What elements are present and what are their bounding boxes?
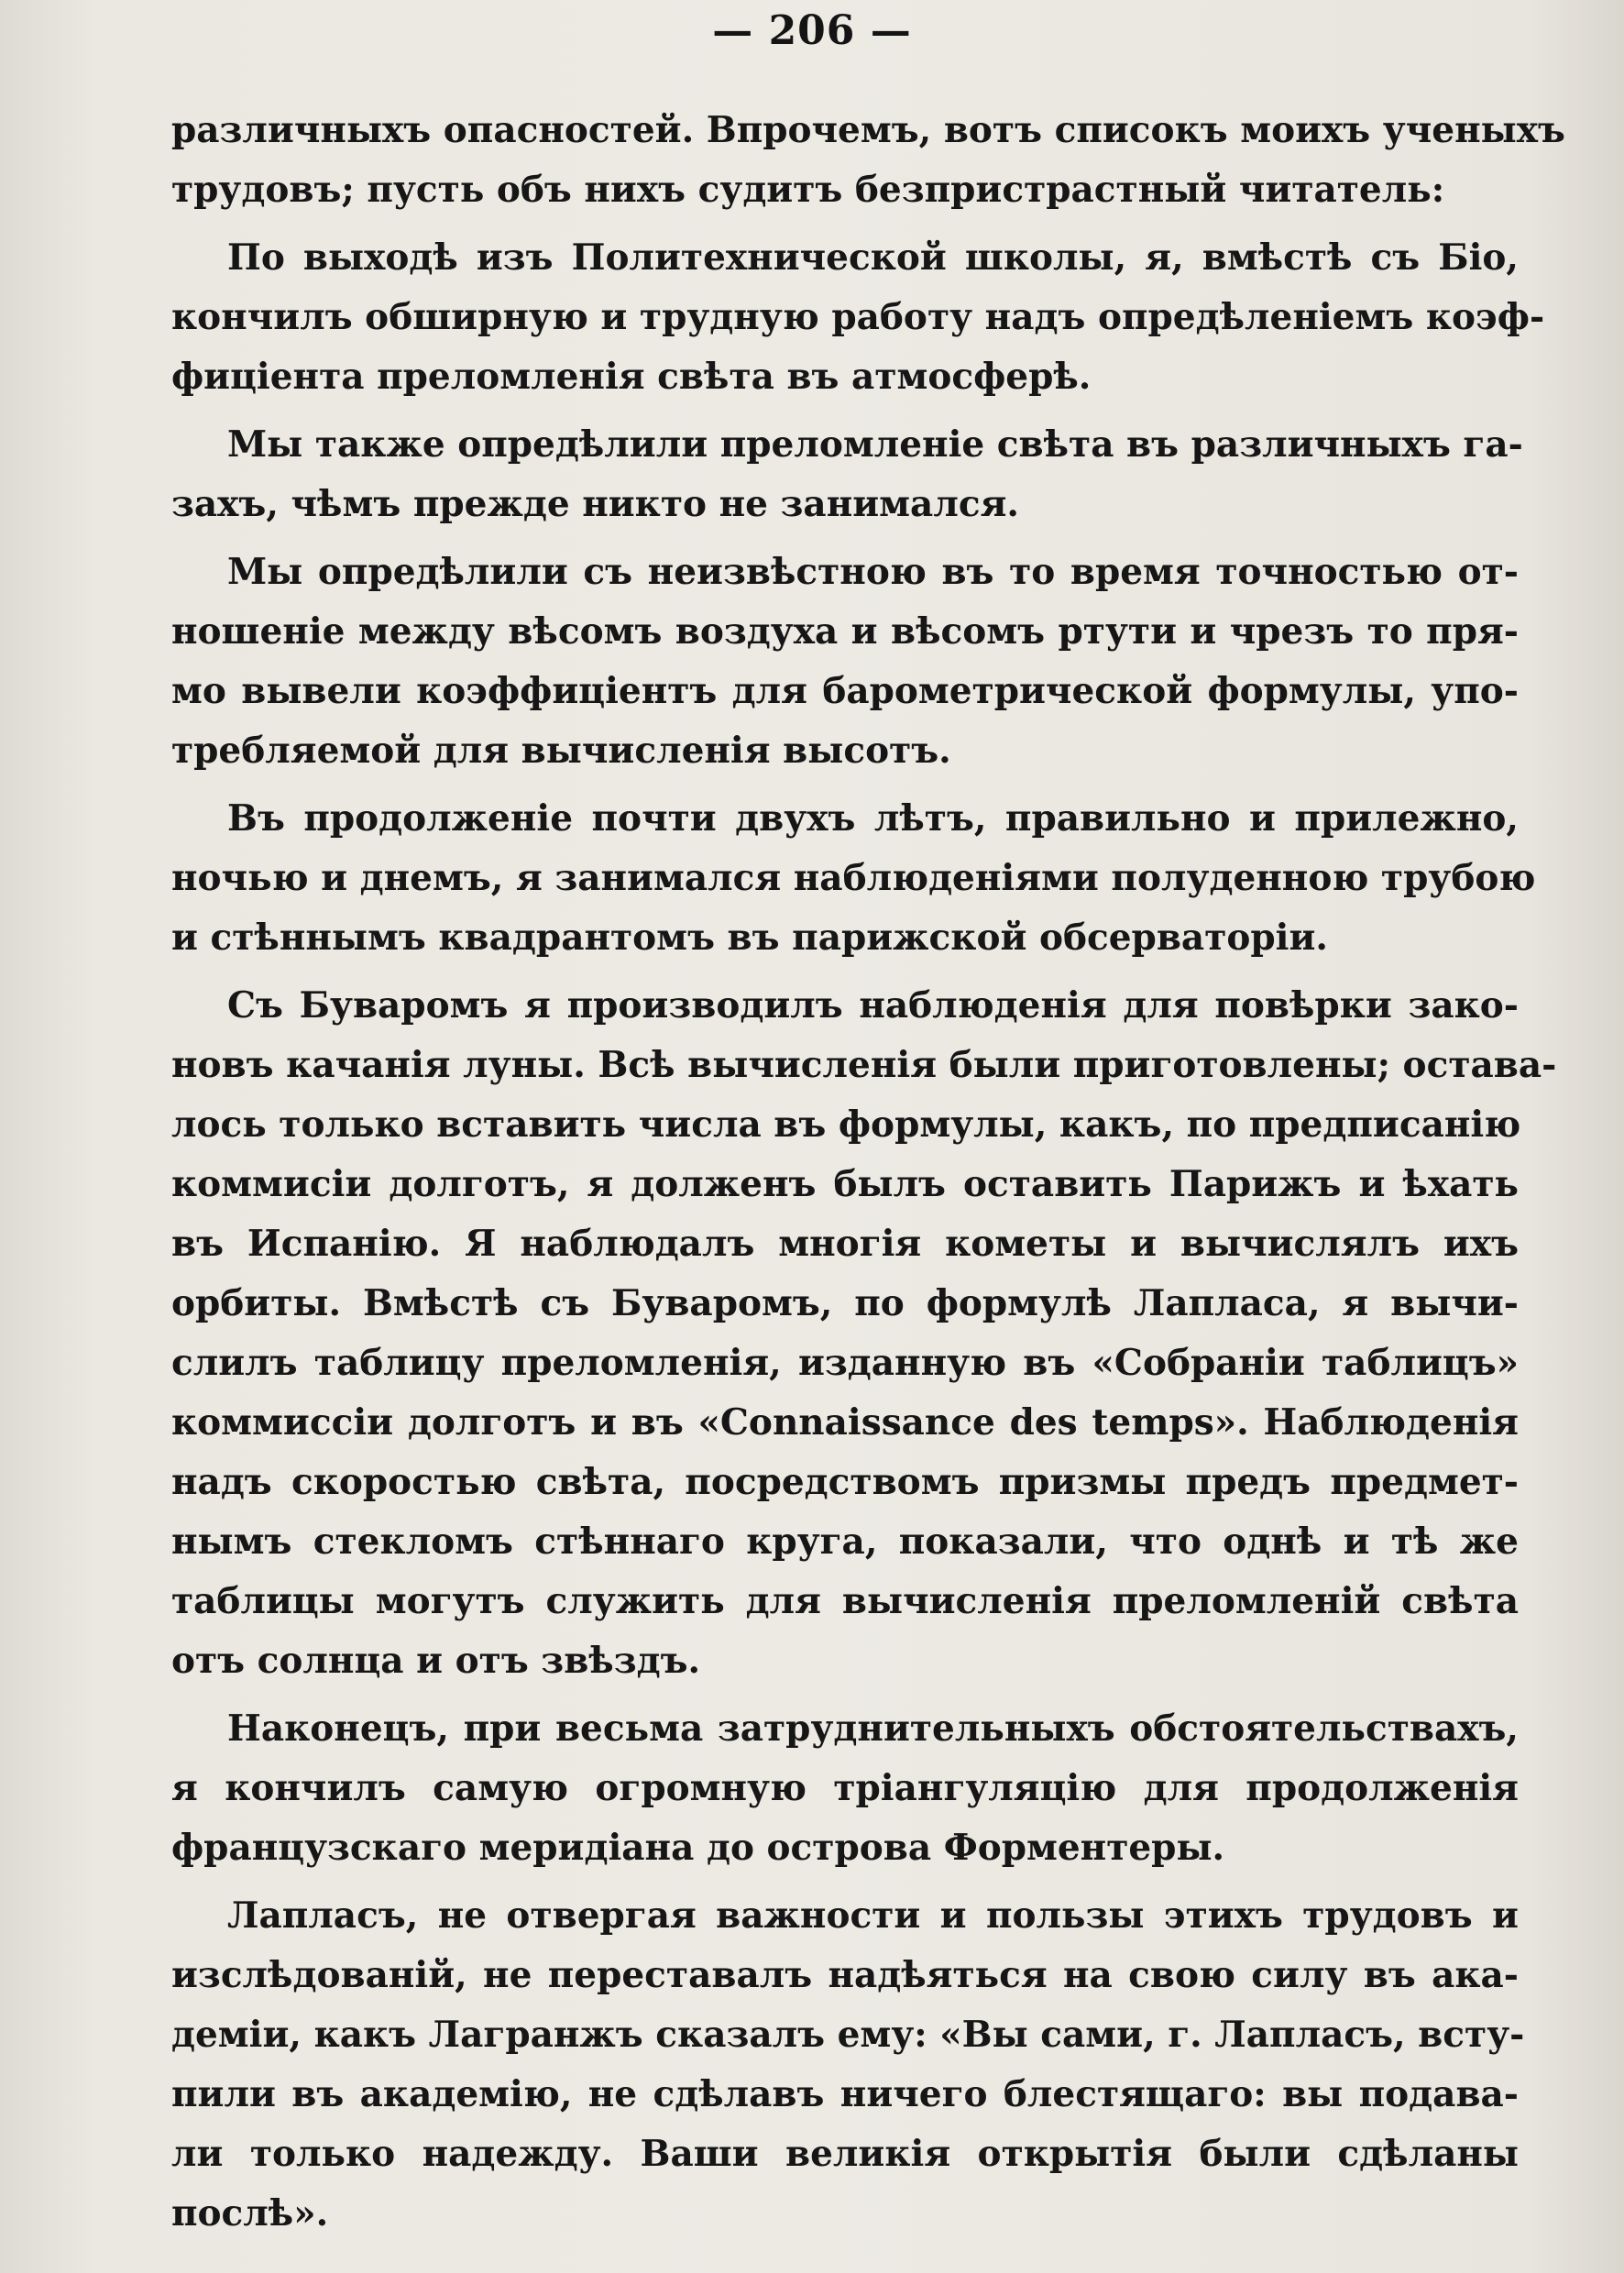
text-line: Съ Буваромъ я производилъ наблюденія для повѣрки зако- <box>227 984 1519 1027</box>
text-line: мо вывели коэффиціентъ для барометрической формулы, упо- <box>171 670 1519 712</box>
paragraph <box>171 789 1536 968</box>
paragraph <box>171 415 1523 534</box>
text-line: послѣ». <box>171 2192 329 2235</box>
text-line: различныхъ опасностей. Впрочемъ, вотъ списокъ моихъ ученыхъ <box>171 109 1565 151</box>
text-line: отъ солнца и отъ звѣздъ. <box>171 1640 701 1682</box>
text-line: фиціента преломленія свѣта въ атмосферѣ. <box>171 356 1092 398</box>
text-line: слилъ таблицу преломленія, изданную въ «Собраніи таблицъ» <box>171 1342 1519 1384</box>
paragraph <box>171 1886 1525 2244</box>
text-line: Мы опредѣлили съ неизвѣстною въ то время точностью от- <box>227 551 1519 593</box>
text-line: Наконецъ, при весьма затруднительныхъ обстоятельствахъ, <box>227 1707 1519 1750</box>
body-text <box>171 101 1565 2244</box>
text-line: Лапласъ, не отвергая важности и пользы этихъ трудовъ и <box>227 1894 1519 1937</box>
text-line: новъ качанія луны. Всѣ вычисленія были приготовлены; остава- <box>171 1044 1557 1086</box>
paragraph <box>171 1699 1519 1878</box>
text-line: захъ, чѣмъ прежде никто не занимался. <box>171 483 1019 525</box>
paragraph <box>171 543 1519 781</box>
text-line: я кончилъ самую огромную тріангуляцію для продолженія <box>171 1767 1519 1809</box>
text-line: французскаго меридіана до острова Форментеры. <box>171 1827 1225 1869</box>
text-line: требляемой для вычисленія высотъ. <box>171 730 951 772</box>
text-line: Мы также опредѣлили преломленіе свѣта въ различныхъ га- <box>227 423 1523 466</box>
text-line: ли только надежду. Ваши великія открытія были сдѣланы <box>171 2133 1519 2175</box>
text-line: таблицы могутъ служить для вычисленія преломленій свѣта <box>171 1580 1519 1622</box>
text-line: коммисіи долготъ, я долженъ былъ оставить Парижъ и ѣхать <box>171 1163 1519 1205</box>
text-line: коммиссіи долготъ и въ «Connaissance des temps». Наблюденія <box>171 1401 1519 1444</box>
text-line: Въ продолженіе почти двухъ лѣтъ, правильно и прилежно, <box>227 797 1519 840</box>
text-line: изслѣдованій, не переставалъ надѣяться на свою силу въ ака- <box>171 1954 1519 1996</box>
text-line: и стѣннымъ квадрантомъ въ парижской обсерваторіи. <box>171 917 1328 959</box>
paragraph <box>171 101 1565 220</box>
paragraph <box>171 976 1557 1691</box>
text-line: надъ скоростью свѣта, посредствомъ призмы предъ предмет- <box>171 1461 1519 1503</box>
text-line: пили въ академію, не сдѣлавъ ничего блестящаго: вы подава- <box>171 2073 1519 2115</box>
page-number: — 206 — <box>712 7 912 54</box>
text-line: орбиты. Вмѣстѣ съ Буваромъ, по формулѣ Лапласа, я вычи- <box>171 1282 1519 1324</box>
text-line: деміи, какъ Лагранжъ сказалъ ему: «Вы сами, г. Лапласъ, всту- <box>171 2014 1525 2056</box>
text-line: ночью и днемъ, я занимался наблюденіями полуденною трубою <box>171 857 1536 899</box>
text-line: По выходѣ изъ Политехнической школы, я, вмѣстѣ съ Біо, <box>227 236 1519 279</box>
text-line: лось только вставить числа въ формулы, какъ, по предписанію <box>171 1104 1521 1146</box>
paragraph <box>171 228 1545 407</box>
text-line: нымъ стекломъ стѣннаго круга, показали, что однѣ и тѣ же <box>171 1521 1519 1563</box>
text-line: ношеніе между вѣсомъ воздуха и вѣсомъ ртути и чрезъ то пря- <box>171 610 1519 653</box>
text-line: кончилъ обширную и трудную работу надъ опредѣленіемъ коэф- <box>171 296 1545 338</box>
text-line: трудовъ; пусть объ нихъ судитъ безпристрастный читатель: <box>171 169 1445 211</box>
text-line: въ Испанію. Я наблюдалъ многія кометы и вычислялъ ихъ <box>171 1223 1519 1265</box>
